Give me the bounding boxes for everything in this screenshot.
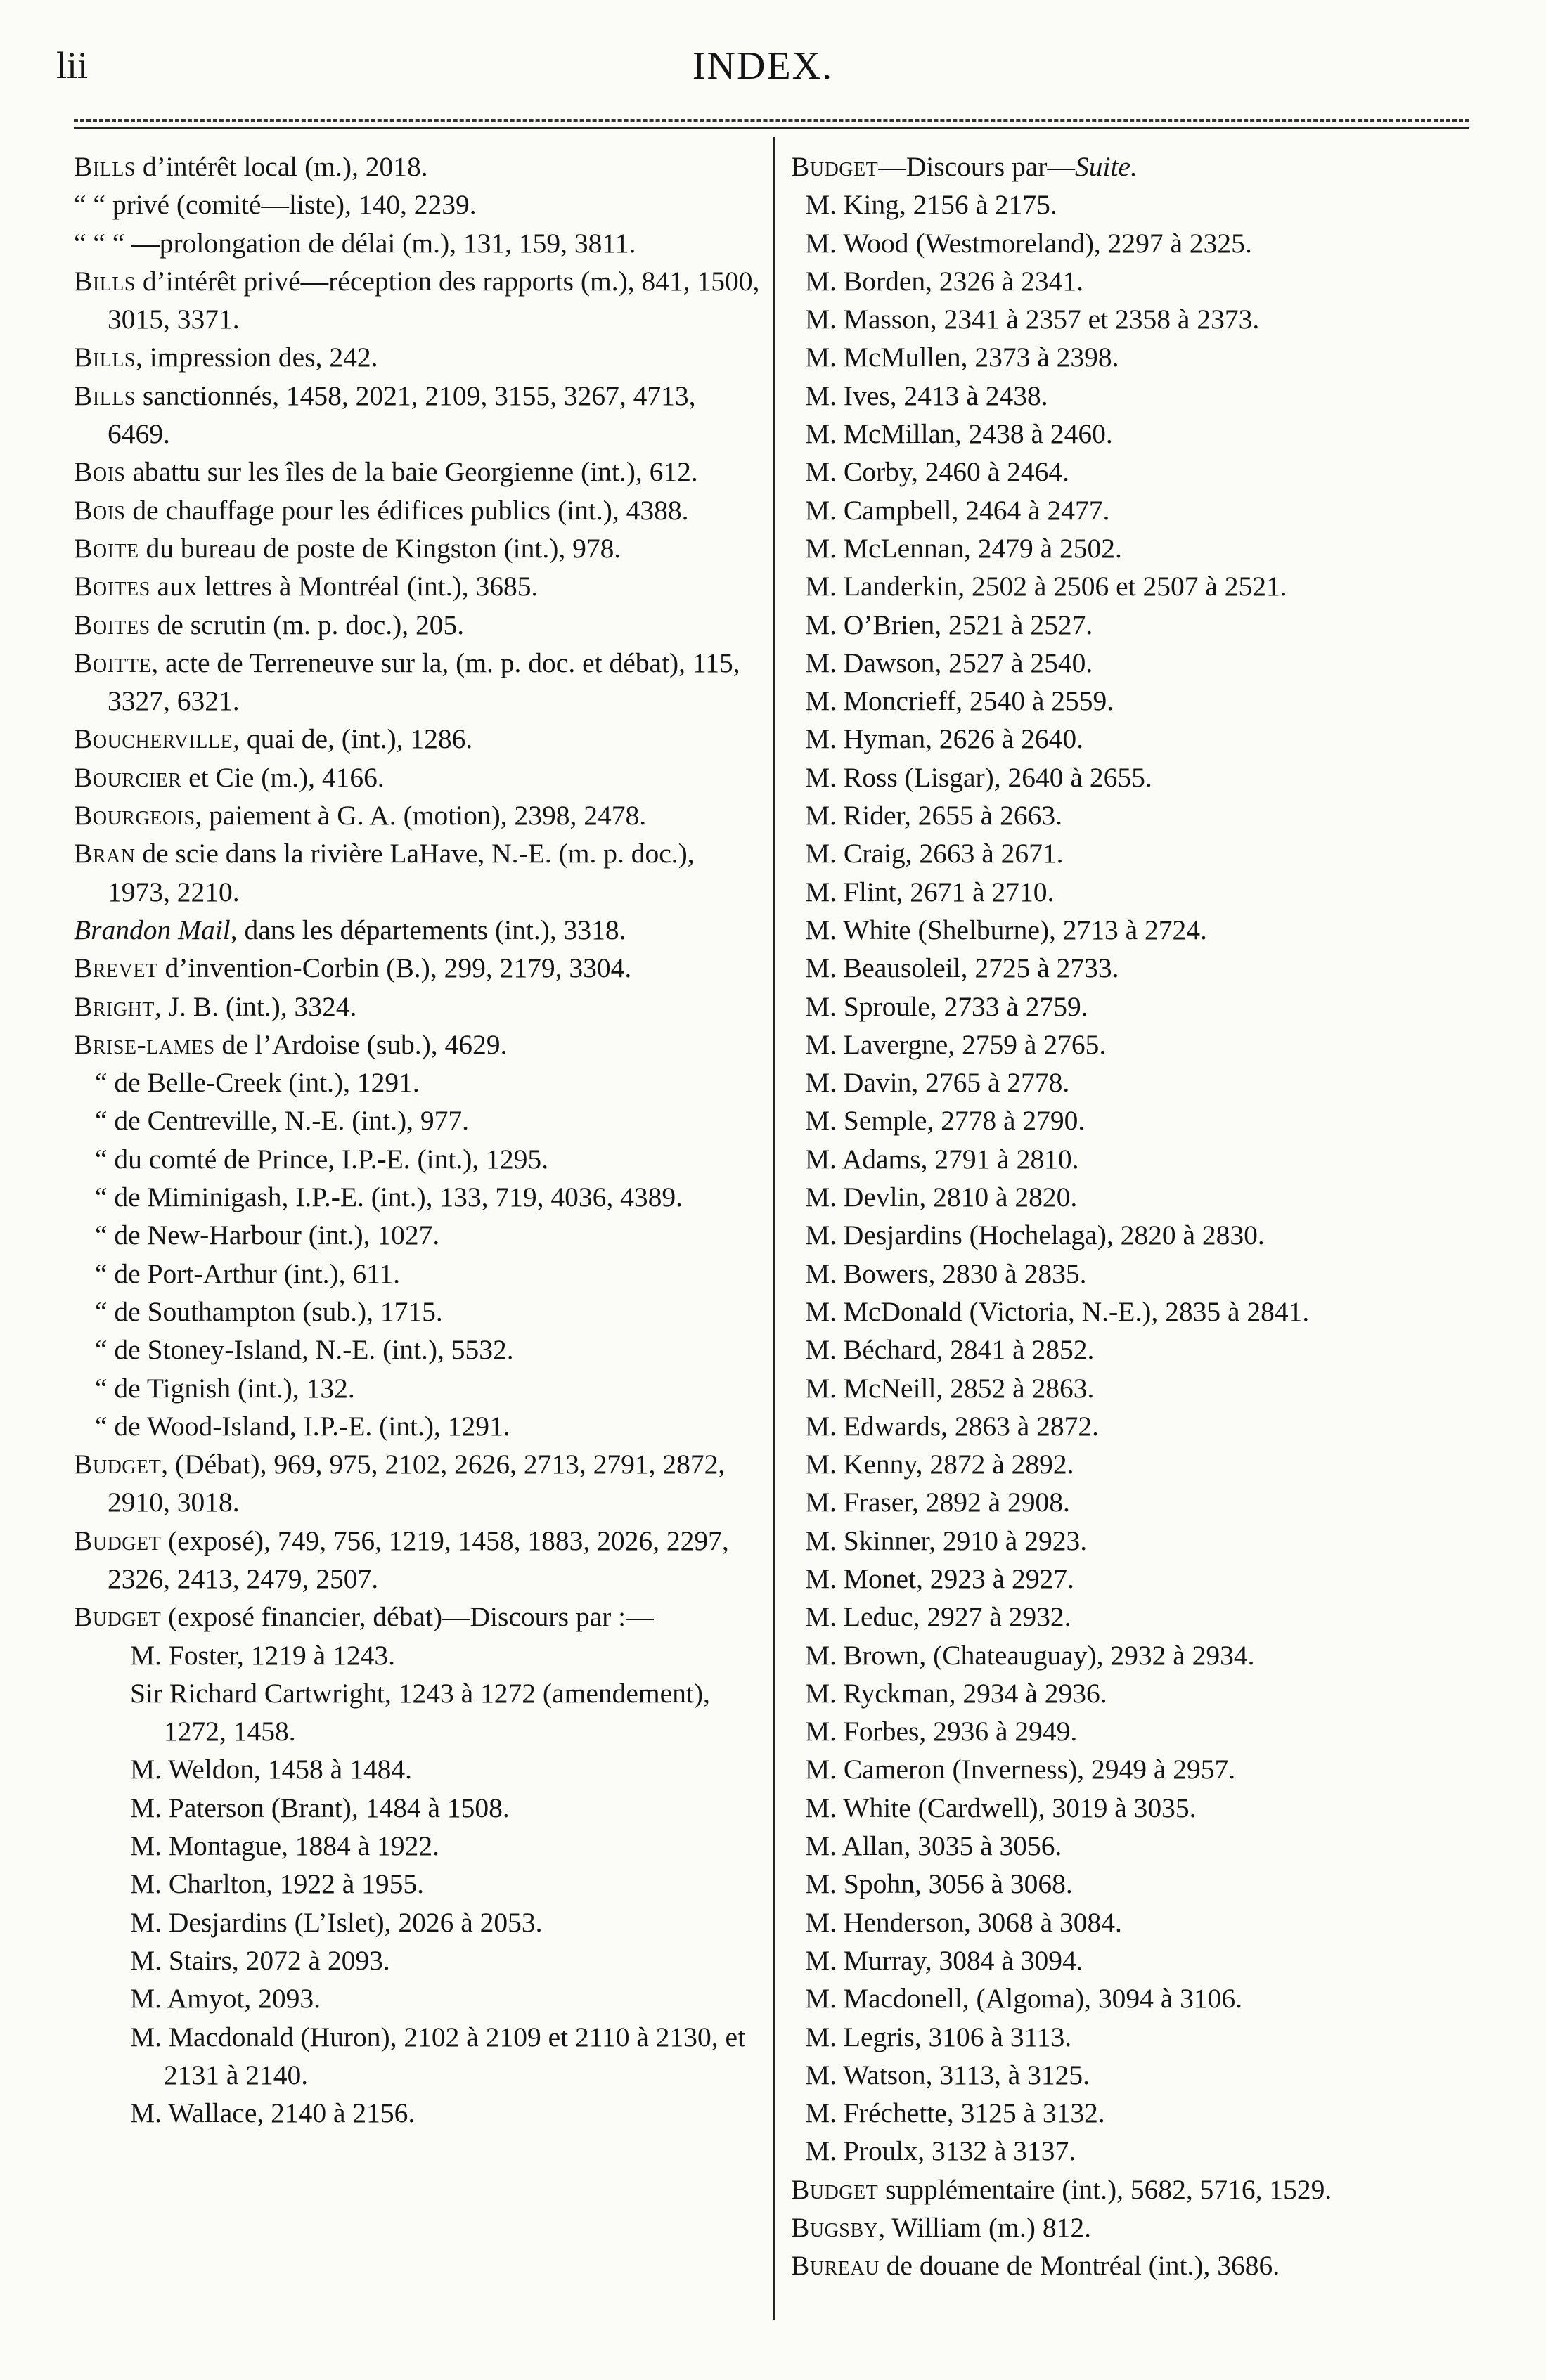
entry-keyword: Bright [74,990,155,1022]
index-entry [791,1522,1483,1560]
entry-keyword: Budget [74,1525,162,1556]
entry-text: M. Davin, 2765 à 2778. [805,1067,1070,1099]
entry-text: , paiement à G. A. (motion), 2398, 2478. [195,800,647,832]
index-entry [74,949,763,987]
entry-text: M. Sproule, 2733 à 2759. [805,990,1088,1022]
entry-keyword: Budget [74,1601,162,1633]
entry-text: d’intérêt privé—réception des rapports (m.), 841, 1500, 3015, 3371. [108,265,760,335]
index-entry [791,1026,1483,1063]
index-entry [74,1827,763,1865]
index-entry [791,1483,1483,1521]
entry-keyword: Boitte [74,647,152,678]
entry-text: aux lettres à Montréal (int.), 3685. [150,571,539,602]
index-entry [74,1178,763,1216]
entry-keyword: Brevet [74,952,158,984]
entry-text: de chauffage pour les édifices publics (int.), 4388. [125,494,689,526]
entry-text: de scrutin (m. p. doc.), 205. [150,609,465,640]
index-entry [791,1216,1483,1254]
entry-text: M. Masson, 2341 à 2357 et 2358 à 2373. [805,304,1260,335]
entry-text: M. Wood (Westmoreland), 2297 à 2325. [805,227,1252,259]
index-entry [74,1636,763,1674]
entry-text: de l’Ardoise (sub.), 4629. [214,1028,508,1060]
entry-text: M. Montague, 1884 à 1922. [130,1830,439,1862]
index-entry [791,682,1483,720]
index-entry [74,186,763,224]
entry-text: M. McMullen, 2373 à 2398. [805,342,1119,373]
index-entry [791,262,1483,300]
entry-text: M. Ryckman, 2934 à 2936. [805,1677,1107,1709]
entry-text: M. Paterson (Brant), 1484 à 1508. [130,1792,510,1823]
index-entry [74,1255,763,1293]
entry-keyword: Bills [74,342,136,373]
entry-text: M. Hyman, 2626 à 2640. [805,723,1084,755]
entry-keyword: Boucherville [74,723,233,755]
entry-text: M. King, 2156 à 2175. [805,189,1057,221]
entry-text: M. Stairs, 2072 à 2093. [130,1944,390,1976]
entry-text: de douane de Montréal (int.), 3686. [879,2250,1280,2282]
entry-keyword: Bills [74,151,136,182]
index-entry [791,1750,1483,1788]
index-entry [791,491,1483,529]
index-entry [791,644,1483,682]
entry-text: “ de Stoney-Island, N.-E. (int.), 5532. [95,1334,514,1366]
entry-text: M. Weldon, 1458 à 1484. [130,1754,412,1785]
index-entry [74,1979,763,2017]
index-entry [791,529,1483,567]
entry-text: M. Dawson, 2527 à 2540. [805,647,1093,678]
entry-text: “ de Miminigash, I.P.-E. (int.), 133, 719, 4036, 4389. [95,1182,683,1213]
index-entry [791,148,1483,186]
index-entry [74,834,763,911]
index-entry [791,796,1483,834]
entry-text: M. Charlton, 1922 à 1955. [130,1868,425,1900]
index-entry [791,1865,1483,1903]
header-rule [74,127,1469,129]
index-entry [791,2018,1483,2056]
entry-text: M. Craig, 2663 à 2671. [805,838,1064,869]
entry-keyword: Bills [74,265,136,297]
index-entry [791,453,1483,491]
entry-text: M. Legris, 3106 à 3113. [805,2021,1072,2052]
entry-text: M. Devlin, 2810 à 2820. [805,1182,1078,1213]
entry-text: “ de Centreville, N.-E. (int.), 977. [95,1105,469,1137]
entry-keyword: Budget [74,1449,162,1480]
index-entry [74,2018,763,2095]
page-number: lii [56,44,89,86]
index-entry [74,529,763,567]
entry-keyword: Bureau [791,2250,880,2282]
entry-text: M. Semple, 2778 à 2790. [805,1105,1086,1137]
entry-text: M. Borden, 2326 à 2341. [805,265,1084,297]
entry-keyword: Bourcier [74,761,182,793]
entry-text: M. Beausoleil, 2725 à 2733. [805,952,1119,984]
index-entry [74,338,763,376]
index-entry [74,377,763,453]
entry-text: , J. B. (int.), 3324. [154,990,357,1022]
entry-text: M. O’Brien, 2521 à 2527. [805,609,1093,640]
index-entry [791,1445,1483,1483]
entry-text: M. Amyot, 2093. [130,1983,321,2014]
entry-text: M. Proulx, 3132 à 3137. [805,2135,1076,2167]
entry-text: M. Fréchette, 3125 à 3132. [805,2097,1105,2129]
index-entry [791,338,1483,376]
entry-text: M. Macdonald (Huron), 2102 à 2109 et 2110 à 2130, et 2131 à 2140. [130,2021,746,2090]
entry-text: M. Henderson, 3068 à 3084. [805,1906,1122,1938]
entry-text: M. Edwards, 2863 à 2872. [805,1410,1099,1442]
entry-text: M. Brown, (Chateauguay), 2932 à 2934. [805,1639,1255,1671]
entry-text: “ de Wood-Island, I.P.-E. (int.), 1291. [95,1410,510,1442]
entry-text: M. Lavergne, 2759 à 2765. [805,1028,1107,1060]
column-divider [773,137,775,2320]
entry-text: M. Campbell, 2464 à 2477. [805,494,1110,526]
index-entry [74,1865,763,1903]
entry-italic-suffix: Suite. [1074,151,1138,182]
index-entry [791,2171,1483,2208]
index-entry [791,1331,1483,1369]
entry-text: M. Spohn, 3056 à 3068. [805,1868,1073,1900]
entry-text: M. White (Cardwell), 3019 à 3035. [805,1792,1197,1823]
index-entry [74,758,763,796]
entry-text: Sir Richard Cartwright, 1243 à 1272 (amendement), 1272, 1458. [130,1677,710,1747]
index-entry [74,911,763,949]
index-entry [791,300,1483,338]
index-entry [791,224,1483,262]
index-entry [791,1903,1483,1941]
index-entry [74,2094,763,2132]
index-entry [791,1674,1483,1712]
index-entry [74,720,763,758]
index-entry [74,988,763,1026]
entry-text: “ du comté de Prince, I.P.-E. (int.), 1295. [95,1143,549,1175]
entry-keyword: Boites [74,571,150,602]
entry-keyword: Budget [791,151,879,182]
index-entry [74,1750,763,1788]
entry-text: , acte de Terreneuve sur la, (m. p. doc. et débat), 115, 3327, 6321. [108,647,740,717]
index-entry [74,1331,763,1369]
index-entry [74,796,763,834]
entry-text: M. Bowers, 2830 à 2835. [805,1257,1087,1289]
entry-text: M. White (Shelburne), 2713 à 2724. [805,914,1207,945]
index-entry [791,1789,1483,1827]
entry-text: M. Fraser, 2892 à 2908. [805,1487,1070,1518]
page-title: INDEX. [692,44,834,88]
entry-text: “ de Southampton (sub.), 1715. [95,1295,443,1327]
entry-keyword: Boite [74,532,139,564]
index-entry [791,1293,1483,1331]
entry-keyword: Budget [791,2173,879,2205]
entry-keyword: Boites [74,609,150,640]
index-entry [791,1560,1483,1598]
index-entry [74,1216,763,1254]
entry-text: M. Landerkin, 2502 à 2506 et 2507 à 2521. [805,571,1287,602]
index-entry [74,1903,763,1941]
index-entry [74,1789,763,1827]
index-entry [791,1712,1483,1750]
entry-text: M. Ives, 2413 à 2438. [805,380,1048,411]
entry-text: supplémentaire (int.), 5682, 5716, 1529. [878,2173,1332,2205]
entry-text: “ de Port-Arthur (int.), 611. [95,1257,401,1289]
index-entry [791,2132,1483,2170]
index-entry [791,567,1483,605]
index-entry [791,1941,1483,1979]
index-entry [74,567,763,605]
index-entry [74,224,763,262]
entry-italic-title: Brandon Mail [74,914,231,945]
entry-text: , (Débat), 969, 975, 2102, 2626, 2713, 2791, 2872, 2910, 3018. [108,1449,726,1518]
entry-text: de scie dans la rivière LaHave, N.-E. (m. p. doc.), 1973, 2210. [108,838,695,907]
index-entry [74,1026,763,1063]
index-entry [74,1293,763,1331]
index-entry [74,606,763,644]
entry-text: M. Adams, 2791 à 2810. [805,1143,1079,1175]
index-entry [791,415,1483,453]
entry-text: M. Forbes, 2936 à 2949. [805,1716,1078,1747]
index-entry [74,644,763,720]
entry-text: M. Foster, 1219 à 1243. [130,1639,395,1671]
index-entry [791,911,1483,949]
entry-keyword: Bois [74,494,126,526]
index-entry [791,1827,1483,1865]
entry-text: M. Skinner, 2910 à 2923. [805,1525,1088,1556]
entry-text: sanctionnés, 1458, 2021, 2109, 3155, 3267, 4713, 6469. [108,380,696,450]
index-entry [791,2094,1483,2132]
entry-text: M. Desjardins (Hochelaga), 2820 à 2830. [805,1220,1265,1251]
index-entry [74,262,763,339]
entry-text: M. McLennan, 2479 à 2502. [805,532,1122,564]
entry-text: M. Flint, 2671 à 2710. [805,876,1055,907]
entry-text: “ “ “ —prolongation de délai (m.), 131, 159, 3811. [74,227,636,259]
entry-text: M. Macdonell, (Algoma), 3094 à 3106. [805,1983,1243,2014]
entry-text: , William (m.) 812. [878,2212,1091,2244]
index-entry [791,1636,1483,1674]
entry-text: “ de Belle-Creek (int.), 1291. [95,1067,420,1099]
entry-text: , dans les départements (int.), 3318. [230,914,626,945]
index-entry [791,834,1483,872]
index-entry [74,1369,763,1407]
entry-text: (exposé), 749, 756, 1219, 1458, 1883, 2026, 2297, 2326, 2413, 2479, 2507. [108,1525,729,1594]
entry-text: M. Monet, 2923 à 2927. [805,1563,1074,1594]
entry-text: M. Corby, 2460 à 2464. [805,456,1069,488]
entry-text: M. McMillan, 2438 à 2460. [805,418,1113,450]
index-entry [74,1941,763,1979]
entry-text: , impression des, 242. [135,342,378,373]
index-entry [791,2208,1483,2246]
entry-text: —Discours par— [878,151,1075,182]
entry-text: “ de Tignish (int.), 132. [95,1372,355,1404]
entry-text: M. Murray, 3084 à 3094. [805,1944,1083,1976]
index-entry [791,186,1483,224]
index-entry [791,2056,1483,2094]
entry-text: (exposé financier, débat)—Discours par :— [161,1601,654,1633]
index-entry [74,1674,763,1751]
index-entry [791,606,1483,644]
index-column-right [791,148,1483,2285]
entry-text: M. Béchard, 2841 à 2852. [805,1334,1095,1366]
entry-text: M. Cameron (Inverness), 2949 à 2957. [805,1754,1236,1785]
index-entry [791,1101,1483,1139]
entry-text: M. Watson, 3113, à 3125. [805,2059,1090,2090]
entry-text: M. Desjardins (L’Islet), 2026 à 2053. [130,1906,543,1938]
entry-keyword: Bugsby [791,2212,879,2244]
entry-text: d’invention-Corbin (B.), 299, 2179, 3304. [157,952,632,984]
index-entry [74,148,763,186]
index-entry [791,873,1483,911]
index-entry [74,491,763,529]
entry-keyword: Bran [74,838,136,869]
index-entry [791,1979,1483,2017]
index-entry [74,453,763,491]
entry-text: , quai de, (int.), 1286. [233,723,473,755]
entry-text: M. McNeill, 2852 à 2863. [805,1372,1095,1404]
index-entry [791,988,1483,1026]
index-entry [74,1445,763,1522]
entry-text: du bureau de poste de Kingston (int.), 978. [139,532,621,564]
index-entry [74,1063,763,1101]
entry-text: “ “ privé (comité—liste), 140, 2239. [74,189,477,221]
index-entry [791,377,1483,415]
entry-text: “ de New-Harbour (int.), 1027. [95,1220,440,1251]
index-entry [74,1140,763,1178]
entry-text: M. Kenny, 2872 à 2892. [805,1449,1074,1480]
entry-keyword: Bills [74,380,136,411]
index-entry [791,1407,1483,1445]
index-entry [791,1255,1483,1293]
entry-text: M. McDonald (Victoria, N.-E.), 2835 à 2841. [805,1295,1310,1327]
entry-text: d’intérêt local (m.), 2018. [135,151,428,182]
index-entry [791,2246,1483,2284]
index-entry [791,949,1483,987]
entry-text: et Cie (m.), 4166. [181,761,385,793]
index-entry [791,1369,1483,1407]
entry-text: M. Moncrieff, 2540 à 2559. [805,685,1114,717]
entry-text: M. Allan, 3035 à 3056. [805,1830,1062,1862]
index-entry [74,1598,763,1636]
index-entry [791,1598,1483,1636]
entry-text: abattu sur les îles de la baie Georgienne (int.), 612. [125,456,698,488]
entry-text: M. Rider, 2655 à 2663. [805,800,1062,832]
entry-keyword: Brise-lames [74,1028,215,1060]
header-rule-dashed [74,119,1469,122]
index-entry [791,1178,1483,1216]
entry-keyword: Bois [74,456,126,488]
index-entry [74,1407,763,1445]
page-header [56,44,1469,100]
index-entry [791,720,1483,758]
index-entry [74,1522,763,1598]
entry-text: M. Leduc, 2927 à 2932. [805,1601,1071,1633]
index-entry [74,1101,763,1139]
entry-keyword: Bourgeois [74,800,195,832]
entry-text: M. Wallace, 2140 à 2156. [130,2097,416,2129]
index-entry [791,1063,1483,1101]
index-column-left [74,148,763,2132]
index-entry [791,1140,1483,1178]
entry-text: M. Ross (Lisgar), 2640 à 2655. [805,761,1152,793]
index-entry [791,758,1483,796]
